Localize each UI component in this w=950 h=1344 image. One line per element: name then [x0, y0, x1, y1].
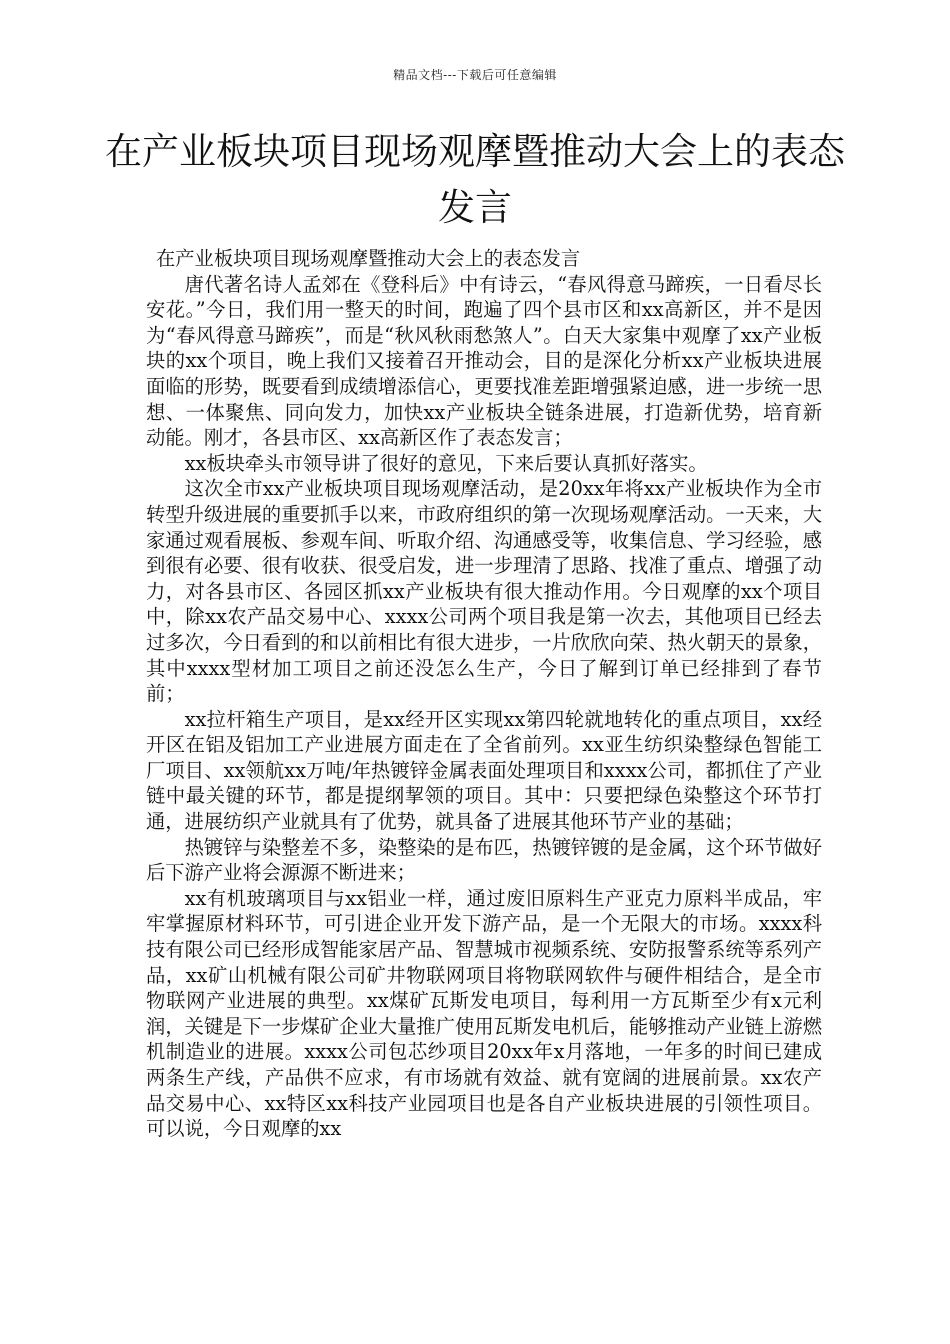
paragraph: xx有机玻璃项目与xx铝业一样，通过废旧原料生产亚克力原料半成品，牢牢掌握原材料环节，可引进企业开发下游产品，是一个无限大的市场。xxxx科技有限公司已经形成智能家居产品、智慧城市视频系统、安防报警系统等系列产品，xx矿山机械有限公司矿井物联网项目将物联网软件与硬件相结合，是全市物联网产业进展的典型。xx煤矿瓦斯发电项目，每利用一方瓦斯至少有x元利润，关键是下一步煤矿企业大量推广使用瓦斯发电机后，能够推动产业链上游燃机制造业的进展。xxxx公司包芯纱项目20xx年x月落地，一年多的时间已建成两条生产线，产品供不应求，有市场就有效益、就有宽阔的进展前景。xx农产品交易中心、xx特区xx科技产业园项目也是各自产业板块进展的引领性项目。可以说，今日观摩的xx [146, 886, 822, 1141]
paragraph: xx拉杆箱生产项目，是xx经开区实现xx第四轮就地转化的重点项目，xx经开区在铝及铝加工产业进展方面走在了全省前列。xx亚生纺织染整绿色智能工厂项目、xx领航xx万吨/年热镀锌金属表面处理项目和xxxx公司，都抓住了产业链中最关键的环节，都是提纲挈领的项目。其中：只要把绿色染整这个环节打通，进展纺织产业就具有了优势，就具备了进展其他环节产业的基础； [146, 707, 822, 834]
paragraph: 这次全市xx产业板块项目现场观摩活动，是20xx年将xx产业板块作为全市转型升级进展的重要抓手以来，市政府组织的第一次现场观摩活动。一天来，大家通过观看展板、参观车间、听取介绍、沟通感受等，收集信息、学习经验，感到很有必要、很有收获、很受启发，进一步理清了思路、找准了重点、增强了动力，对各县市区、各园区抓xx产业板块有很大推动作用。今日观摩的xx个项目中，除xx农产品交易中心、xxxx公司两个项目我是第一次去，其他项目已经去过多次，今日看到的和以前相比有很大进步，一片欣欣向荣、热火朝天的景象，其中xxxx型材加工项目之前还没怎么生产，今日了解到订单已经排到了春节前； [146, 477, 822, 706]
paragraph: 唐代著名诗人孟郊在《登科后》中有诗云，“春风得意马蹄疾，一日看尽长安花。”今日，我们用一整天的时间，跑遍了四个县市区和xx高新区，并不是因为“春风得意马蹄疾”，而是“秋风秋雨愁煞人”。白天大家集中观摩了xx产业板块的xx个项目，晚上我们又接着召开推动会，目的是深化分析xx产业板块进展面临的形势，既要看到成绩增添信心，更要找准差距增强紧迫感，进一步统一思想、一体聚焦、同向发力，加快xx产业板块全链条进展，打造新优势，培育新动能。刚才，各县市区、xx高新区作了表态发言； [146, 272, 822, 450]
document-subtitle: 在产业板块项目现场观摩暨推动大会上的表态发言 [156, 247, 581, 270]
document-body [146, 246, 822, 1142]
paragraph: 热镀锌与染整差不多，染整染的是布匹，热镀锌镀的是金属，这个环节做好后下游产业将会源源不断进来； [146, 835, 822, 885]
header-note: 精品文档---下载后可任意编辑 [393, 68, 557, 82]
document-title: 在产业板块项目现场观摩暨推动大会上的表态发言 [105, 130, 845, 229]
paragraph: xx板块牵头市领导讲了很好的意见，下来后要认真抓好落实。 [184, 451, 708, 475]
